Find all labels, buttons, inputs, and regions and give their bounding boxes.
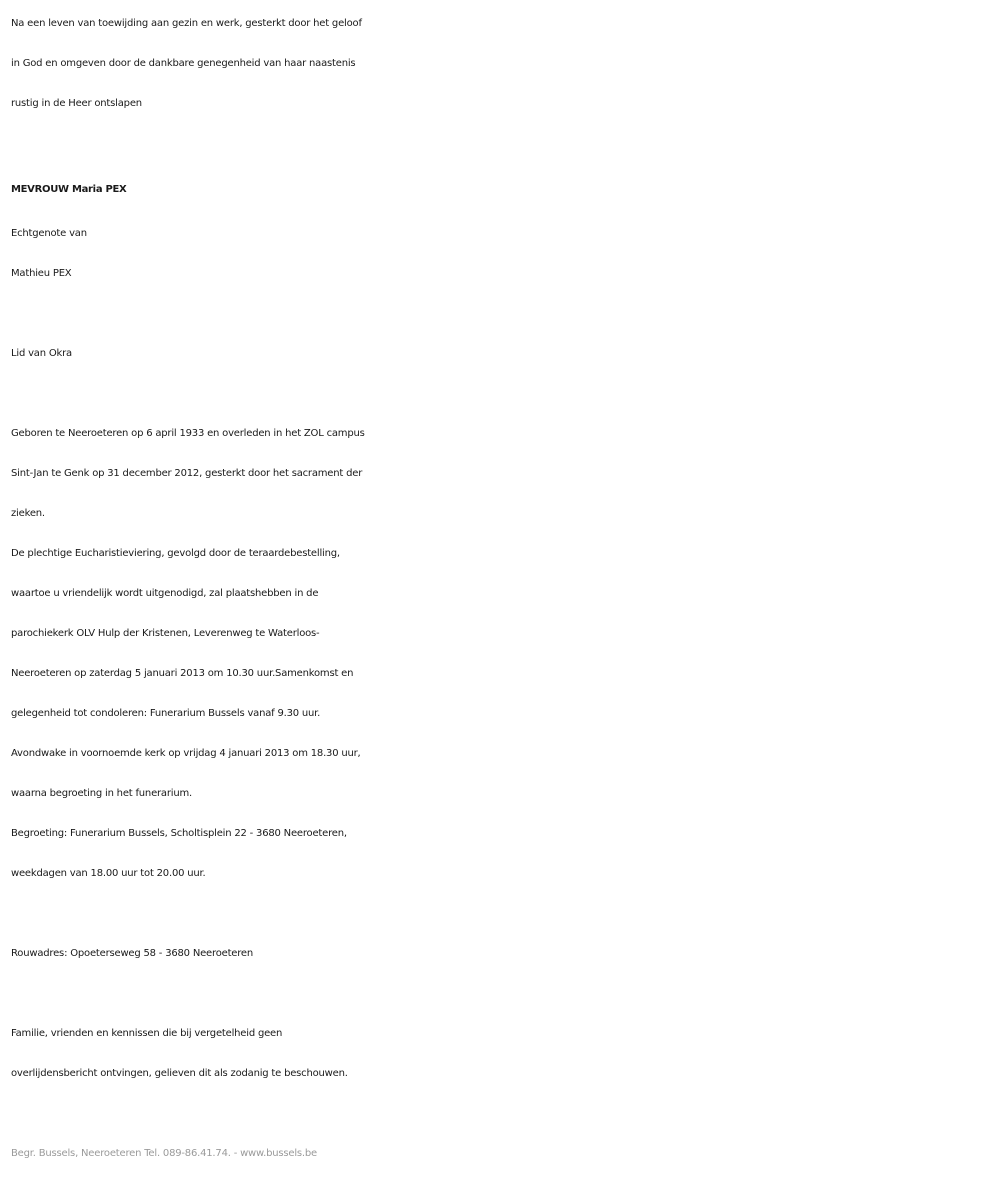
spacer xyxy=(11,894,991,934)
deceased-name: MEVROUW Maria PEX xyxy=(11,184,127,195)
intro-line-1: Na een leven van toewijding aan gezin en werk, gesterkt door het geloof xyxy=(11,18,362,29)
spacer xyxy=(11,374,991,414)
spacer xyxy=(11,1094,991,1134)
spacer xyxy=(11,294,991,334)
details-line-2: Sint-Jan te Genk op 31 december 2012, gesterkt door het sacrament der xyxy=(11,468,363,479)
spouse-name: Mathieu PEX xyxy=(11,268,72,279)
closing-line-1: Familie, vrienden en kennissen die bij vergetelheid geen xyxy=(11,1028,283,1039)
details-line-6: parochiekerk OLV Hulp der Kristenen, Leverenweg te Waterloos- xyxy=(11,628,320,639)
details-line-9: Avondwake in voornoemde kerk op vrijdag 4 januari 2013 om 18.30 uur, xyxy=(11,748,361,759)
details-line-10: waarna begroeting in het funerarium. xyxy=(11,788,193,799)
details-line-4: De plechtige Eucharistieviering, gevolgd door de teraardebestelling, xyxy=(11,548,340,559)
intro-line-2: in God en omgeven door de dankbare genegenheid van haar naastenis xyxy=(11,58,356,69)
details-line-5: waartoe u vriendelijk wordt uitgenodigd, zal plaatshebben in de xyxy=(11,588,319,599)
mourning-address: Rouwadres: Opoeterseweg 58 - 3680 Neeroeteren xyxy=(11,948,254,959)
details-line-3: zieken. xyxy=(11,508,45,519)
obituary-notice xyxy=(11,4,991,1174)
intro-line-3: rustig in de Heer ontslapen xyxy=(11,98,142,109)
details-line-7: Neeroeteren op zaterdag 5 januari 2013 om 10.30 uur.Samenkomst en xyxy=(11,668,354,679)
details-line-12: weekdagen van 18.00 uur tot 20.00 uur. xyxy=(11,868,206,879)
funeral-home-footer: Begr. Bussels, Neeroeteren Tel. 089-86.41.74. - www.bussels.be xyxy=(11,1148,317,1159)
closing-line-2: overlijdensbericht ontvingen, gelieven dit als zodanig te beschouwen. xyxy=(11,1068,348,1079)
spouse-label: Echtgenote van xyxy=(11,228,87,239)
details-line-8: gelegenheid tot condoleren: Funerarium Bussels vanaf 9.30 uur. xyxy=(11,708,321,719)
details-line-11: Begroeting: Funerarium Bussels, Scholtisplein 22 - 3680 Neeroeteren, xyxy=(11,828,347,839)
membership: Lid van Okra xyxy=(11,348,72,359)
details-line-1: Geboren te Neeroeteren op 6 april 1933 en overleden in het ZOL campus xyxy=(11,428,365,439)
spacer xyxy=(11,974,991,1014)
spacer xyxy=(11,124,991,166)
